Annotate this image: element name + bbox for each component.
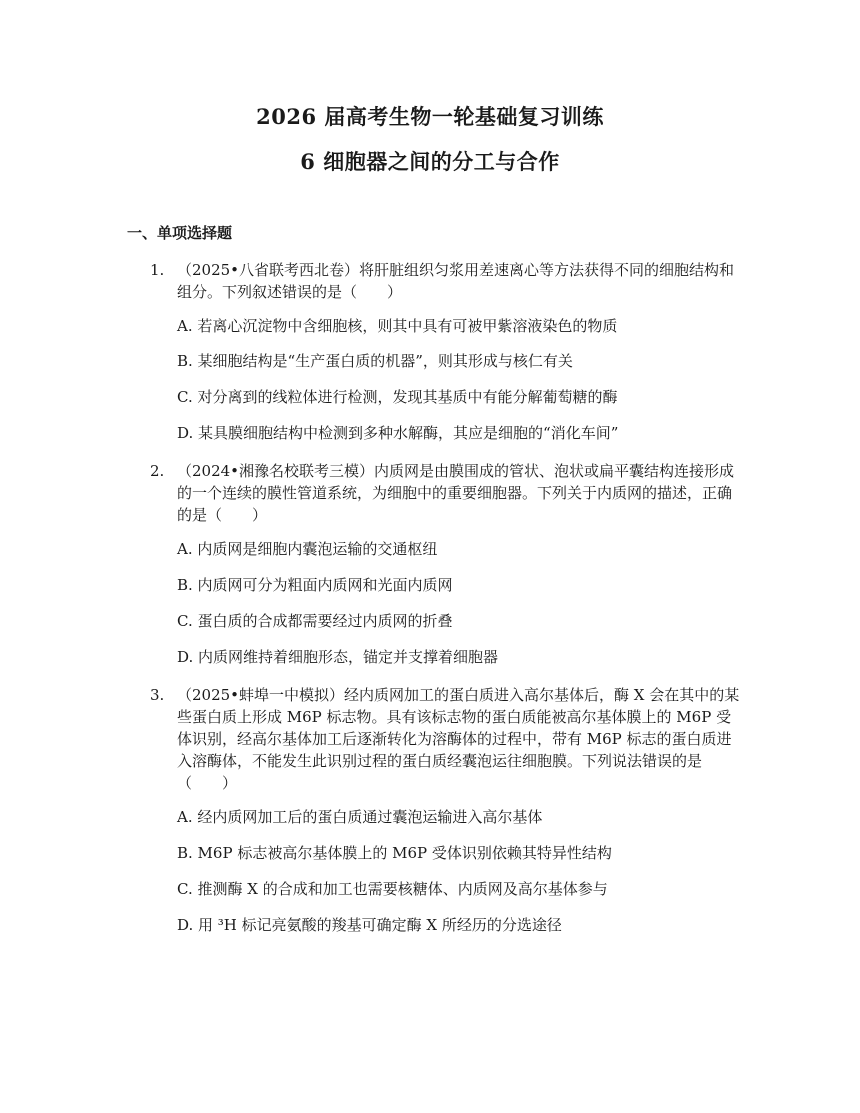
question-number: 2. xyxy=(150,462,165,480)
option-c: C. 对分离到的线粒体进行检测，发现其基质中有能分解葡萄糖的酶 xyxy=(177,388,618,406)
question-stem: （2025•八省联考西北卷）将肝脏组织匀浆用差速离心等方法获得不同的细胞结构和组分。下列叙述错误的是（ ） xyxy=(177,261,735,301)
question-3 xyxy=(150,684,740,794)
option-a: A. 内质网是细胞内囊泡运输的交通枢纽 xyxy=(177,540,438,558)
option-d: D. 某具膜细胞结构中检测到多种水解酶，其应是细胞的“消化车间” xyxy=(177,424,619,442)
section-heading: 一、单项选择题 xyxy=(127,224,233,242)
option-a: A. 若离心沉淀物中含细胞核，则其中具有可被甲紫溶液染色的物质 xyxy=(177,317,618,335)
option-c: C. 推测酶 X 的合成和加工也需要核糖体、内质网及高尔基体参与 xyxy=(177,880,608,898)
option-b: B. 某细胞结构是“生产蛋白质的机器”，则其形成与核仁有关 xyxy=(177,352,573,370)
question-1 xyxy=(150,259,740,303)
option-b: B. 内质网可分为粗面内质网和光面内质网 xyxy=(177,576,453,594)
option-d: D. 用 ³H 标记亮氨酸的羧基可确定酶 X 所经历的分选途径 xyxy=(177,916,562,934)
question-number: 1. xyxy=(150,261,165,279)
question-stem: （2025•蚌埠一中模拟）经内质网加工的蛋白质进入高尔基体后，酶 X 会在其中的某些蛋白质上形成 M6P 标志物。具有该标志物的蛋白质能被高尔基体膜上的 M6P 受体识别，经高尔基体加工后逐渐转化为溶酶体的过程中，带有 M6P 标志的蛋白质进入溶酶体，不能发生此识别过程的蛋白质经囊泡运往细胞膜。下列说法错误的是（ ） xyxy=(177,686,740,792)
question-stem: （2024•湘豫名校联考三模）内质网是由膜围成的管状、泡状或扁平囊结构连接形成的一个连续的膜性管道系统，为细胞中的重要细胞器。下列关于内质网的描述，正确的是（ ） xyxy=(177,462,735,524)
question-2 xyxy=(150,460,740,526)
option-a: A. 经内质网加工后的蛋白质通过囊泡运输进入高尔基体 xyxy=(177,808,543,826)
document-subtitle: 6 细胞器之间的分工与合作 xyxy=(300,149,560,174)
option-c: C. 蛋白质的合成都需要经过内质网的折叠 xyxy=(177,612,453,630)
question-number: 3. xyxy=(150,686,165,704)
option-d: D. 内质网维持着细胞形态，锚定并支撑着细胞器 xyxy=(177,648,499,666)
document-title: 2026 届高考生物一轮基础复习训练 xyxy=(256,104,604,129)
option-b: B. M6P 标志被高尔基体膜上的 M6P 受体识别依赖其特异性结构 xyxy=(177,844,612,862)
